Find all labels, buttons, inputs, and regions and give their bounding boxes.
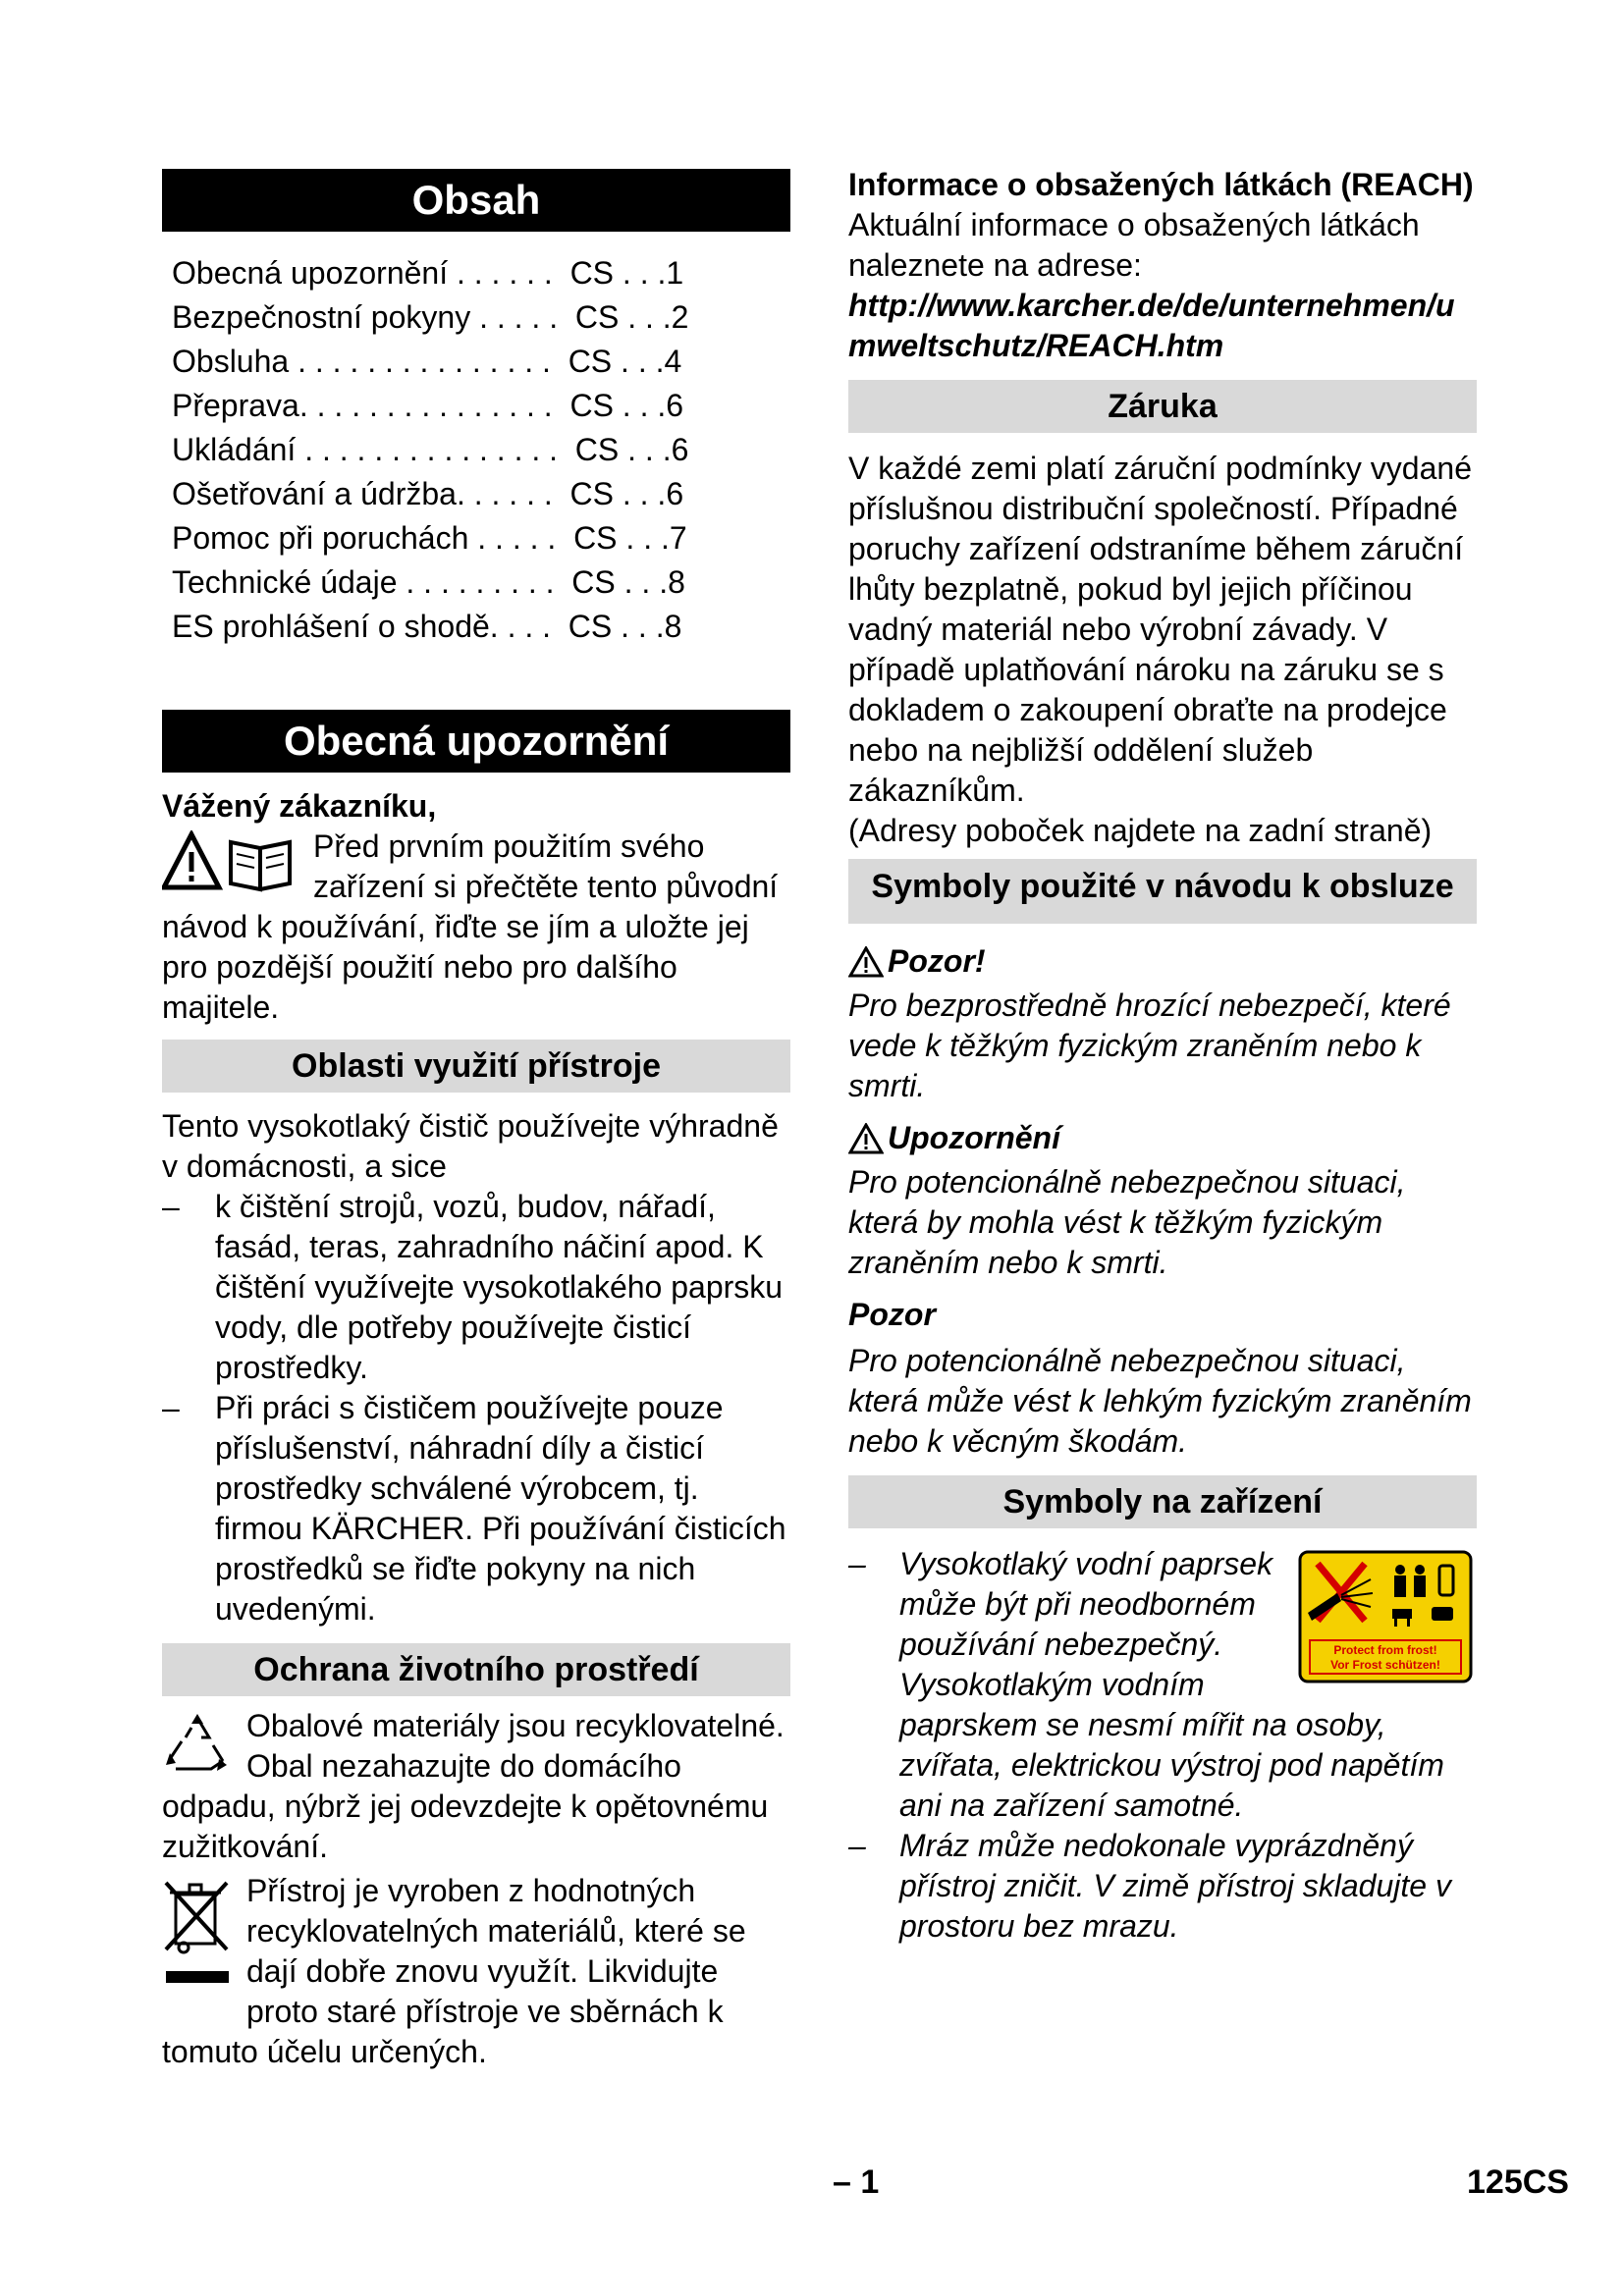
device-symbols-list	[848, 1544, 1477, 1947]
env-block-2	[162, 1871, 790, 2072]
device-symbols-block	[848, 1544, 1477, 1947]
toc-entry[interactable]: Pomoc při poruchách . . . . . CS . . .7	[172, 520, 687, 556]
sign-text-1: Protect from frost!	[1333, 1643, 1437, 1657]
recycling-icon	[162, 1712, 233, 1782]
warning-text: Pro potencionálně nebezpečnou situaci, která by mohla vést k těžkým fyzickým zraněním nebo k smrti.	[848, 1164, 1406, 1280]
symbols-manual-title: Symboly použité v návodu k obsluze	[848, 859, 1477, 924]
warning-triangle-icon	[848, 1123, 884, 1154]
warranty-text: V každé zemi platí záruční podmínky vydané příslušnou distribuční společností. Případné poruchy zařízení odstraníme během záruční lhůty bezplatně, pokud byl jejich příčinou vadný materiál nebo výrobní závady. V případě uplatňování nároku na záruku se s dokladem o zakoupení obraťte na prodejce nebo na nejbližší oddělení služeb zákazníkům.	[848, 451, 1472, 808]
reach-title: Informace o obsažených látkách (REACH)	[848, 167, 1474, 202]
toc-entry[interactable]: Obsluha . . . . . . . . . . . . . . . CS . . .4	[172, 344, 682, 379]
general-notes-title: Obecná upozornění	[162, 710, 790, 773]
toc-entry[interactable]: Ukládání . . . . . . . . . . . . . . . CS . . .6	[172, 432, 689, 467]
list-item: – k čištění strojů, vozů, budov, nářadí, fasád, teras, zahradního náčiní apod. K čištění využívejte vysokotlakého paprsku vody, dle potřeby používejte čisticí prostředky.	[162, 1189, 784, 1385]
list-item: – Vysokotlaký vodní paprsek může být při neodborném používání nebezpečný. Vysokotlakým vodním paprskem se nesmí mířit na osoby, zvířata, elektrickou výstroj pod napětím ani na zařízení samotné.	[848, 1546, 1444, 1823]
table-of-contents	[162, 251, 790, 649]
environment-title: Ochrana životního prostředí	[162, 1643, 790, 1696]
env-text-1: Obalové materiály jsou recyklovatelné. Obal nezahazujte do domácího odpadu, nýbrž jej odevzdejte k opětovnému zužitkování.	[162, 1708, 785, 1864]
dear-customer: Vážený zákazníku,	[162, 788, 437, 824]
list-item: – Při práci s čističem používejte pouze příslušenství, náhradní díly a čisticí prostředky schválené výrobcem, tj. firmou KÄRCHER. Při používání čisticích prostředků se řiďte pokyny na nich uvedenými.	[162, 1390, 786, 1627]
right-column	[848, 169, 1477, 1947]
intro-block	[162, 827, 790, 1028]
warning-manual-icon	[162, 830, 299, 900]
warranty-title: Záruka	[848, 380, 1477, 433]
usage-title: Oblasti využití přístroje	[162, 1040, 790, 1093]
caution-text: Pro potencionálně nebezpečnou situaci, která může vést k lehkým fyzickým zraněním nebo k věcným škodám.	[848, 1343, 1472, 1459]
toc-entry[interactable]: Přeprava. . . . . . . . . . . . . . . CS . . .6	[172, 388, 684, 423]
danger-heading: Pozor!	[848, 941, 1477, 982]
reach-text: Aktuální informace o obsažených látkách naleznete na adrese:	[848, 207, 1420, 283]
crossed-bin-icon	[162, 1875, 233, 1998]
toc-entry[interactable]: Obecná upozornění . . . . . . CS . . .1	[172, 255, 684, 291]
warranty-note: (Adresy poboček najdete na zadní straně)	[848, 813, 1433, 848]
warning-triangle-icon	[848, 946, 884, 978]
env-block-1	[162, 1706, 790, 1867]
usage-text: Tento vysokotlaký čistič používejte výhradně v domácnosti, a sice	[162, 1108, 779, 1184]
reach-url[interactable]: http://www.karcher.de/de/unternehmen/umweltschutz/REACH.htm	[848, 288, 1455, 363]
toc-entry[interactable]: Ošetřování a údržba. . . . . . CS . . .6	[172, 476, 684, 511]
toc-entry[interactable]: Bezpečnostní pokyny . . . . . CS . . .2	[172, 299, 689, 335]
page-code: 125CS	[1467, 2163, 1569, 2201]
toc-title: Obsah	[162, 169, 790, 232]
caution-heading: Pozor	[848, 1297, 936, 1332]
usage-list	[162, 1187, 790, 1629]
toc-entry[interactable]: Technické údaje . . . . . . . . . CS . . .8	[172, 564, 685, 600]
list-item: – Mráz může nedokonale vyprázdněný přístroj zničit. V zimě přístroj skladujte v prostoru bez mrazu.	[848, 1828, 1451, 1944]
left-column	[162, 169, 790, 2072]
env-text-2: Přístroj je vyroben z hodnotných recyklovatelných materiálů, které se dají dobře znovu využít. Likvidujte proto staré přístroje ve sběrnách k tomuto účelu určených.	[162, 1873, 746, 2069]
warning-heading: Upozornění	[848, 1118, 1477, 1158]
page-number: – 1	[833, 2163, 880, 2201]
toc-entry[interactable]: ES prohlášení o shodě. . . . CS . . .8	[172, 609, 682, 644]
sign-text-2: Vor Frost schützen!	[1330, 1658, 1440, 1672]
intro-text: Před prvním použitím svého zařízení si přečtěte tento původní návod k používání, řiďte se jím a uložte jej pro pozdější použití nebo pro dalšího majitele.	[162, 828, 779, 1025]
danger-text: Pro bezprostředně hrozící nebezpečí, které vede k těžkým fyzickým zraněním nebo k smrti.	[848, 988, 1451, 1103]
symbols-device-title: Symboly na zařízení	[848, 1475, 1477, 1528]
